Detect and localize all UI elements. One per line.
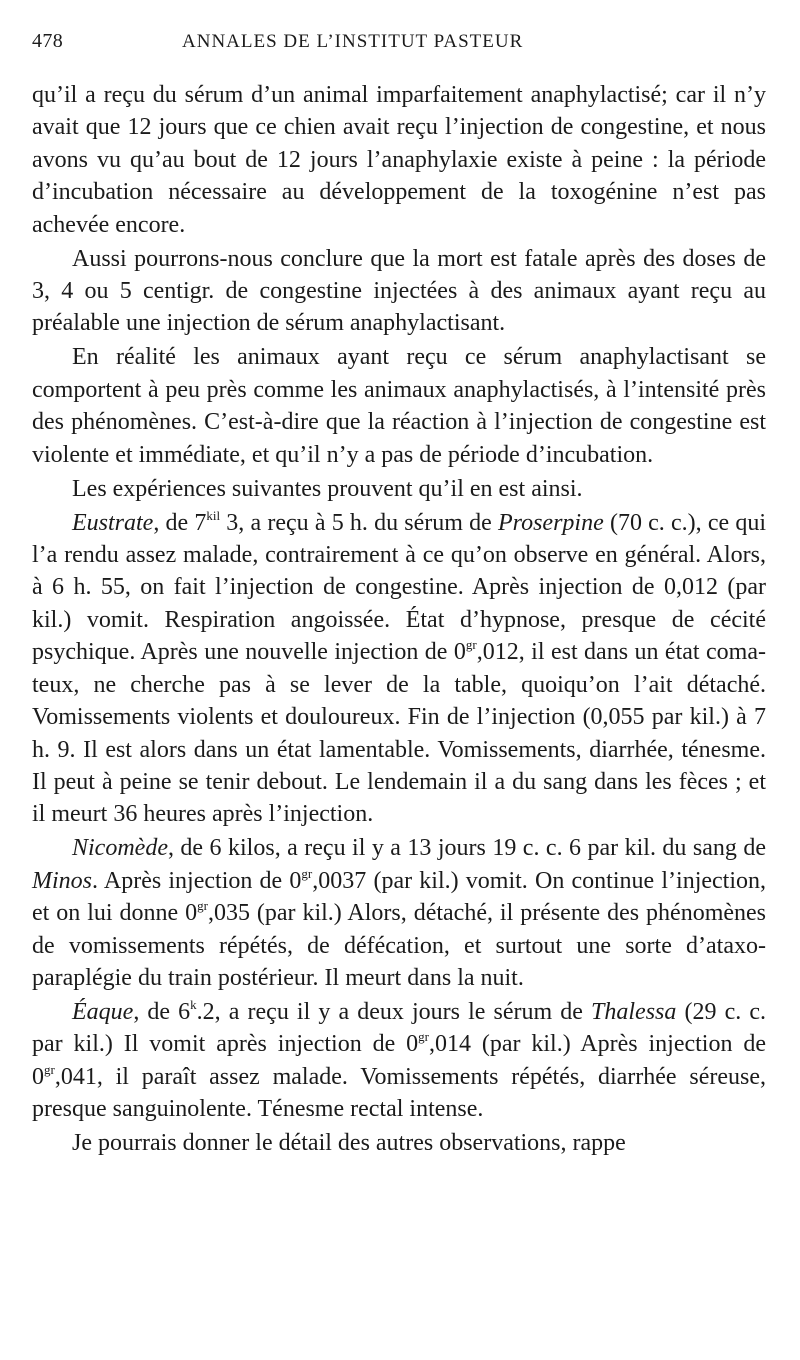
unit-superscript: k [190,996,197,1012]
page-number: 478 [32,30,64,52]
running-head [32,30,766,64]
paragraph-eustrate [32,507,766,831]
animal-name-thalessa: Thalessa [591,998,677,1025]
text-span: ,0037 (par kil.) vomit. On continue l’injection, et on lui donne 0 [32,867,766,927]
paragraph-experiments-intro: Les expériences suivantes prouvent qu’il en est ainsi. [72,475,583,502]
unit-superscript: kil [206,507,221,523]
text-span: , de 6 kilos, a reçu il y a 13 jours 19 c. c. 6 par kil. du sang de [167,835,766,862]
text-span: (70 c. c.), ce qui l’a rendu assez malade, contrairement à ce qu’on observe en général. Alors, à 6 h. 55, on fait l’injection de congestine. Après injection de 0,012 (par kil.) vomit. Respiration angoissée. État d’hypnose, presque de cécité psychique. Après une nouvelle injection de 0 [32,509,766,666]
text-span: 3, a reçu à 5 h. du sérum de [220,509,498,536]
text-span: .2, a reçu il y a deux jours le sérum de [196,998,592,1025]
unit-superscript: gr [301,865,313,881]
text-span: ,035 (par kil.) Alors, détaché, il présente des phénomènes de vomissements répétés, de défécation, et surtout une sorte d’ataxo-paraplégie du train postérieur. Il meurt dans la nuit. [32,900,766,991]
animal-name-eaque: Éaque [72,998,134,1025]
paragraph-final: Je pourrais donner le détail des autres observations, rappe [72,1130,626,1157]
text-span: ,014 (par kil.) Après injection de 0 [32,1031,766,1090]
text-span: (29 c. c. par kil.) Il vomit après injection de 0 [32,998,766,1058]
unit-superscript: gr [418,1029,429,1045]
paragraph-nicomede [32,832,766,994]
text-span: , de 6 [133,998,191,1025]
running-title: ANNALES DE L’INSTITUT PASTEUR [182,31,524,52]
animal-name-eustrate: Eustrate [72,509,154,536]
paragraph-conclusion: Aussi pourrons-nous conclure que la mort est fatale après des doses de 3, 4 ou 5 centigr. de congestine injectées à des animaux ayant reçu au préalable une injection de sérum anaphylactisant. [32,245,766,337]
text-span: ,012, il est dans un état comateux, ne cherche pas à se lever de la table, quoiqu’on l’ait détaché. Vomissements violents et douloureux. Fin de l’injection (0,055 par kil.) à 7 h. 9. Il est alors dans un état lamentable. Vomissements, diarrhée, ténesme. Il peut à peine se tenir debout. Le lendemain il a du sang dans les fèces ; et il meurt 36 heures après l’injection. [32,639,766,828]
animal-name-minos: Minos [32,867,92,894]
paragraph-eaque [32,996,766,1126]
text-span: . Après injection de 0 [92,867,302,894]
animal-name-nicomede: Nicomède [72,835,168,862]
paragraph-continuation: qu’il a reçu du sérum d’un animal imparfaitement anaphylactisé; car il n’y avait que 12 jours que ce chien avait reçu l’injection de congestine, et nous avons vu qu’au bout de 12 jours l’anaphylaxie existe à peine : la période d’incubation nécessaire au développement de la toxogénine n’est pas achevée encore. [32,82,766,238]
text-span: ,041, il paraît assez malade. Vomissements répétés, diarrhée séreuse, presque sanguinolente. Ténesme rectal intense. [32,1063,766,1123]
unit-superscript: gr [44,1061,55,1077]
unit-superscript: gr [197,898,208,914]
unit-superscript: gr [465,637,477,653]
body-text [32,79,766,1160]
animal-name-proserpine: Proserpine [497,509,604,536]
paragraph-reality: En réalité les animaux ayant reçu ce sérum anaphylactisant se comportent à peu près comme les animaux anaphylactisés, à l’intensité près des phénomènes. C’est-à-dire que la réaction à l’injection de congestine est violente et immédiate, et qu’il n’y a pas de période d’incubation. [32,344,766,468]
text-span: , de 7 [153,509,207,536]
